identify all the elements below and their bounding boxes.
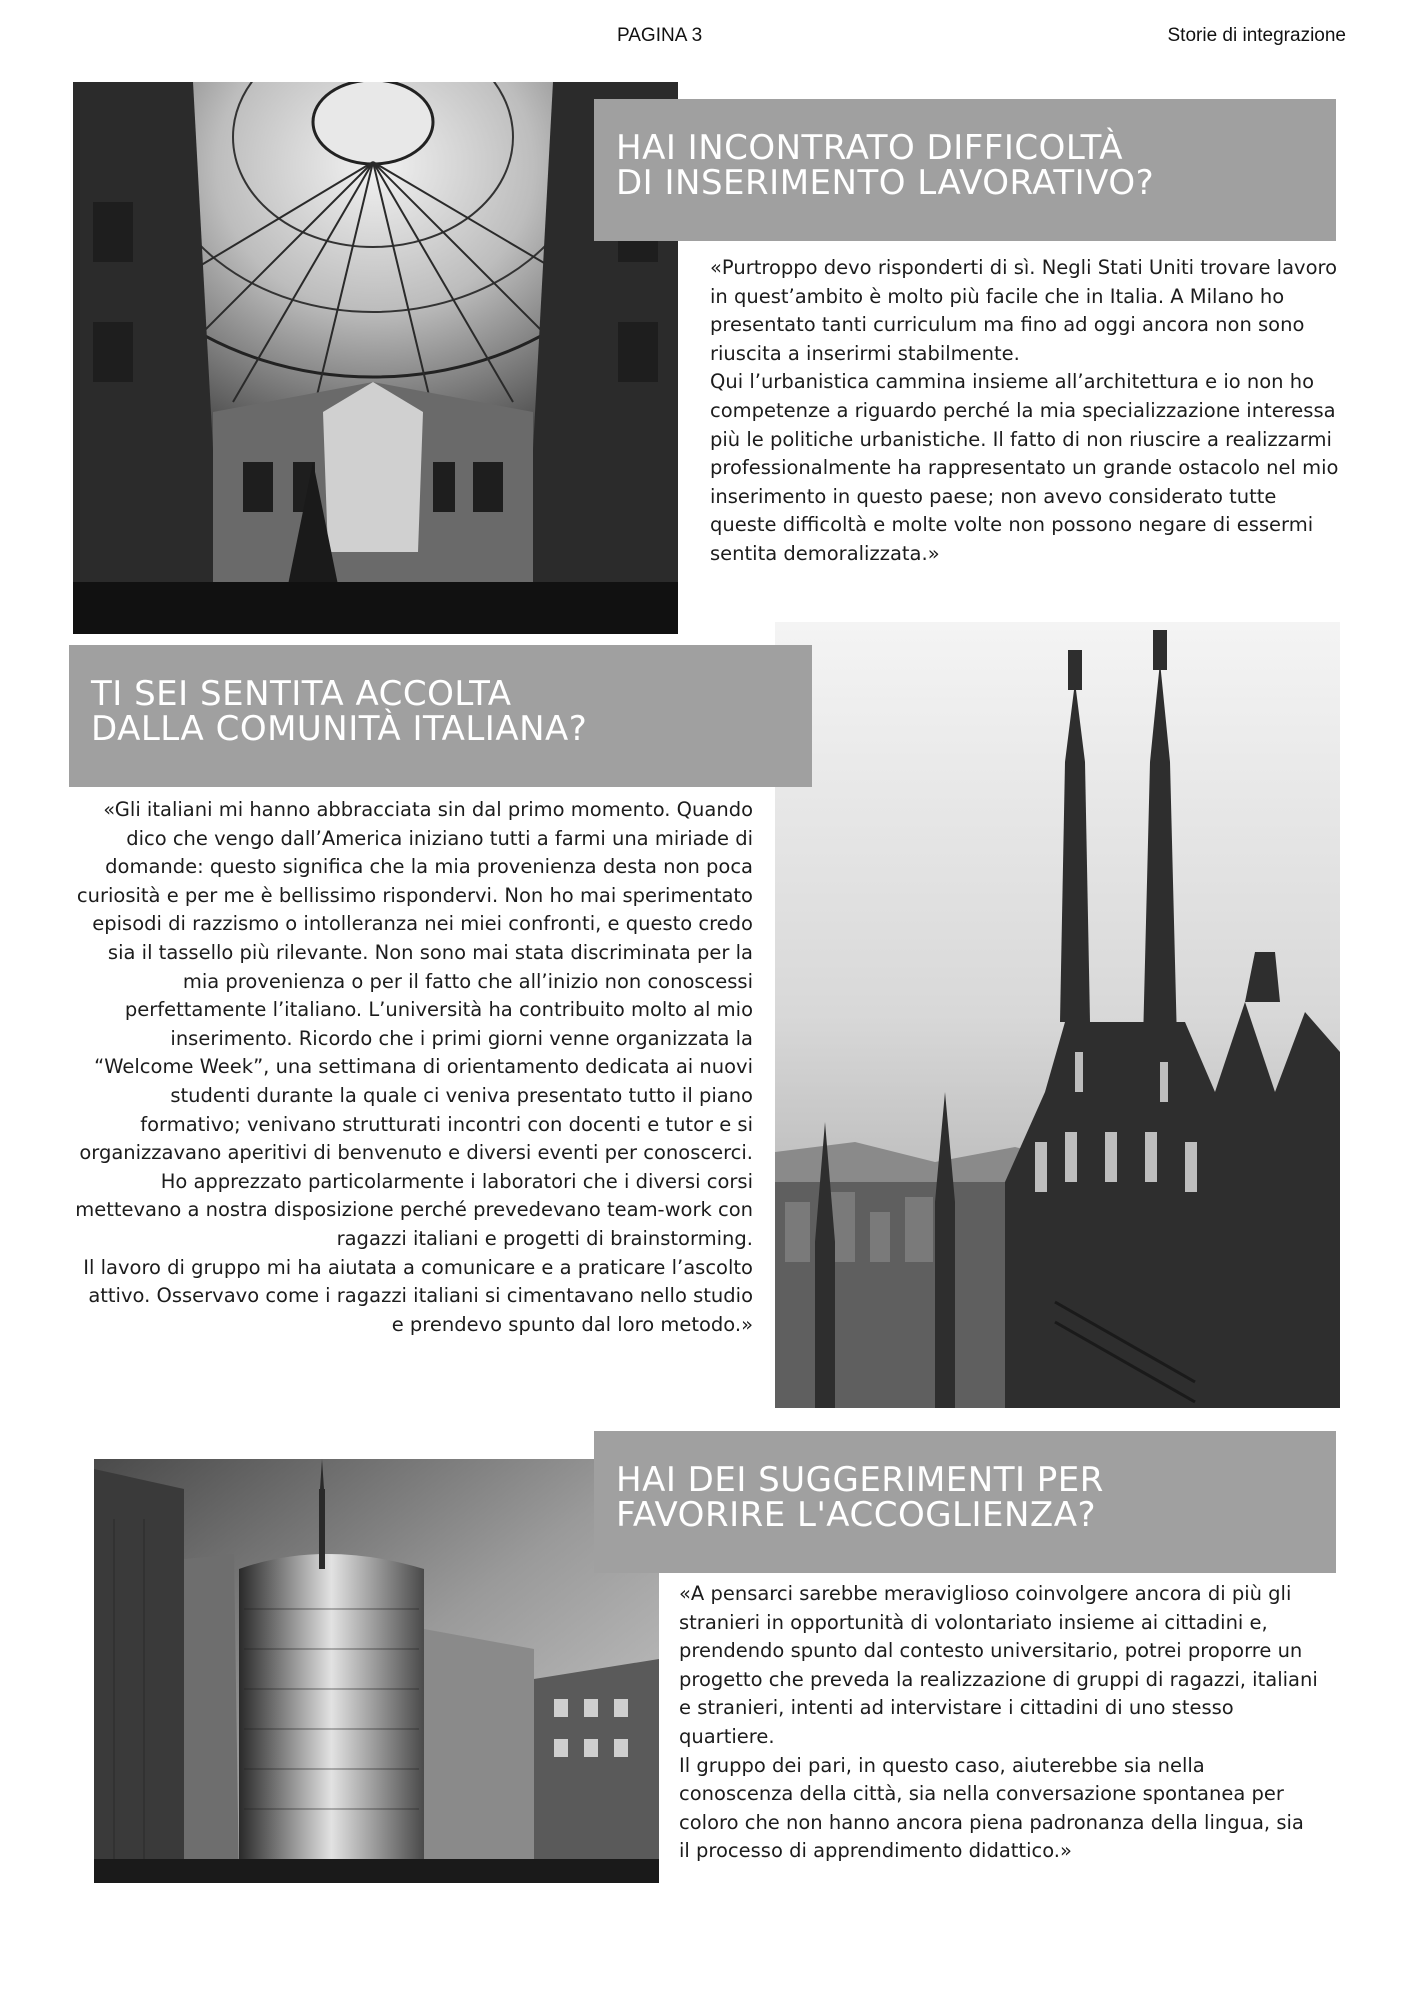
question-2-line-2: DALLA COMUNITÀ ITALIANA? [91,709,588,749]
duomo-spires-photo [775,622,1340,1408]
answer-1-paragraph-1: «Purtroppo devo risponderti di sì. Negli Stati Uniti trovare lavoro in quest’ambito è molto più facile che in Italia. A Milano ho presentato tanti curriculum ma fino ad oggi ancora non sono riuscita a inserirmi stabilmente. [710,256,1338,365]
question-box-2 [69,645,812,787]
question-3-line-2: FAVORIRE L'ACCOGLIENZA? [616,1495,1097,1535]
answer-2-paragraph-1: «Gli italiani mi hanno abbracciata sin dal primo momento. Quando dico che vengo dall’America iniziano tutti a farmi una miriade di domande: questo significa che la mia provenienza desta non poca curiosità e per me è bellissimo rispondervi. Non ho mai sperimentato episodi di razzismo o intolleranza nei miei confronti, e questo credo sia il tassello più rilevante. Non sono mai stata discriminata per la mia provenienza o per il fatto che all’inizio non conoscessi perfettamente l’italiano. L’università ha contribuito molto al mio inserimento. Ricordo che i primi giorni venne organizzata la “Welcome Week”, una settimana di orientamento dedicata ai nuovi studenti durante la quale ci veniva presentato tutto il piano formativo; venivano strutturati incontri con docenti e tutor e si organizzavano aperitivi di benvenuto e diversi eventi per conoscerci. Ho apprezzato particolarmente i laboratori che i diversi corsi mettevano a nostra disposizione perché prevedevano team-work con ragazzi italiani e progetti di brainstorming. [75,798,753,1250]
question-1-line-1: HAI INCONTRATO DIFFICOLTÀ [616,128,1124,168]
magazine-title: Storie di integrazione [1167,25,1346,46]
answer-2-paragraph-2: Il lavoro di gruppo mi ha aiutata a comunicare e a praticare l’ascolto attivo. Osservavo come i ragazzi italiani si cimentavano nello studio e prendevo spunto dal loro metodo.» [83,1255,753,1336]
question-3-line-1: HAI DEI SUGGERIMENTI PER [616,1460,1104,1500]
answer-3-paragraph-2: Il gruppo dei pari, in questo caso, aiuterebbe sia nella conoscenza della città, sia nella conversazione spontanea per coloro che non hanno ancora piena padronanza della lingua, sia il processo di apprendimento didattico.» [679,1753,1304,1863]
question-2-line-1: TI SEI SENTITA ACCOLTA [91,674,512,714]
question-1-line-2: DI INSERIMENTO LAVORATIVO? [616,163,1155,203]
answer-3-paragraph-1: «A pensarci sarebbe meraviglioso coinvolgere ancora di più gli stranieri in opportunità di volontariato insieme ai cittadini e, prendendo spunto dal contesto universitario, potrei proporre un progetto che preveda la realizzazione di gruppi di ragazzi, italiani e stranieri, intenti ad intervistare i cittadini di uno stesso quartiere. [679,1582,1318,1748]
question-box-1 [594,99,1336,241]
answer-1 [710,254,1340,569]
page-number: PAGINA 3 [617,25,703,46]
galleria-dome-photo [73,82,678,634]
answer-2 [72,796,753,1339]
question-box-3 [594,1431,1336,1573]
porta-nuova-skyline-photo [94,1459,659,1883]
answer-1-paragraph-2: Qui l’urbanistica cammina insieme all’architettura e io non ho competenze a riguardo perché la mia specializzazione interessa più le politiche urbanistiche. Il fatto di non riuscire a realizzarmi professionalmente ha rappresentato un grande ostacolo nel mio inserimento in questo paese; non avevo considerato tutte queste difficoltà e molte volte non possono negare di essermi sentita demoralizzata.» [710,370,1339,565]
answer-3 [679,1580,1319,1866]
